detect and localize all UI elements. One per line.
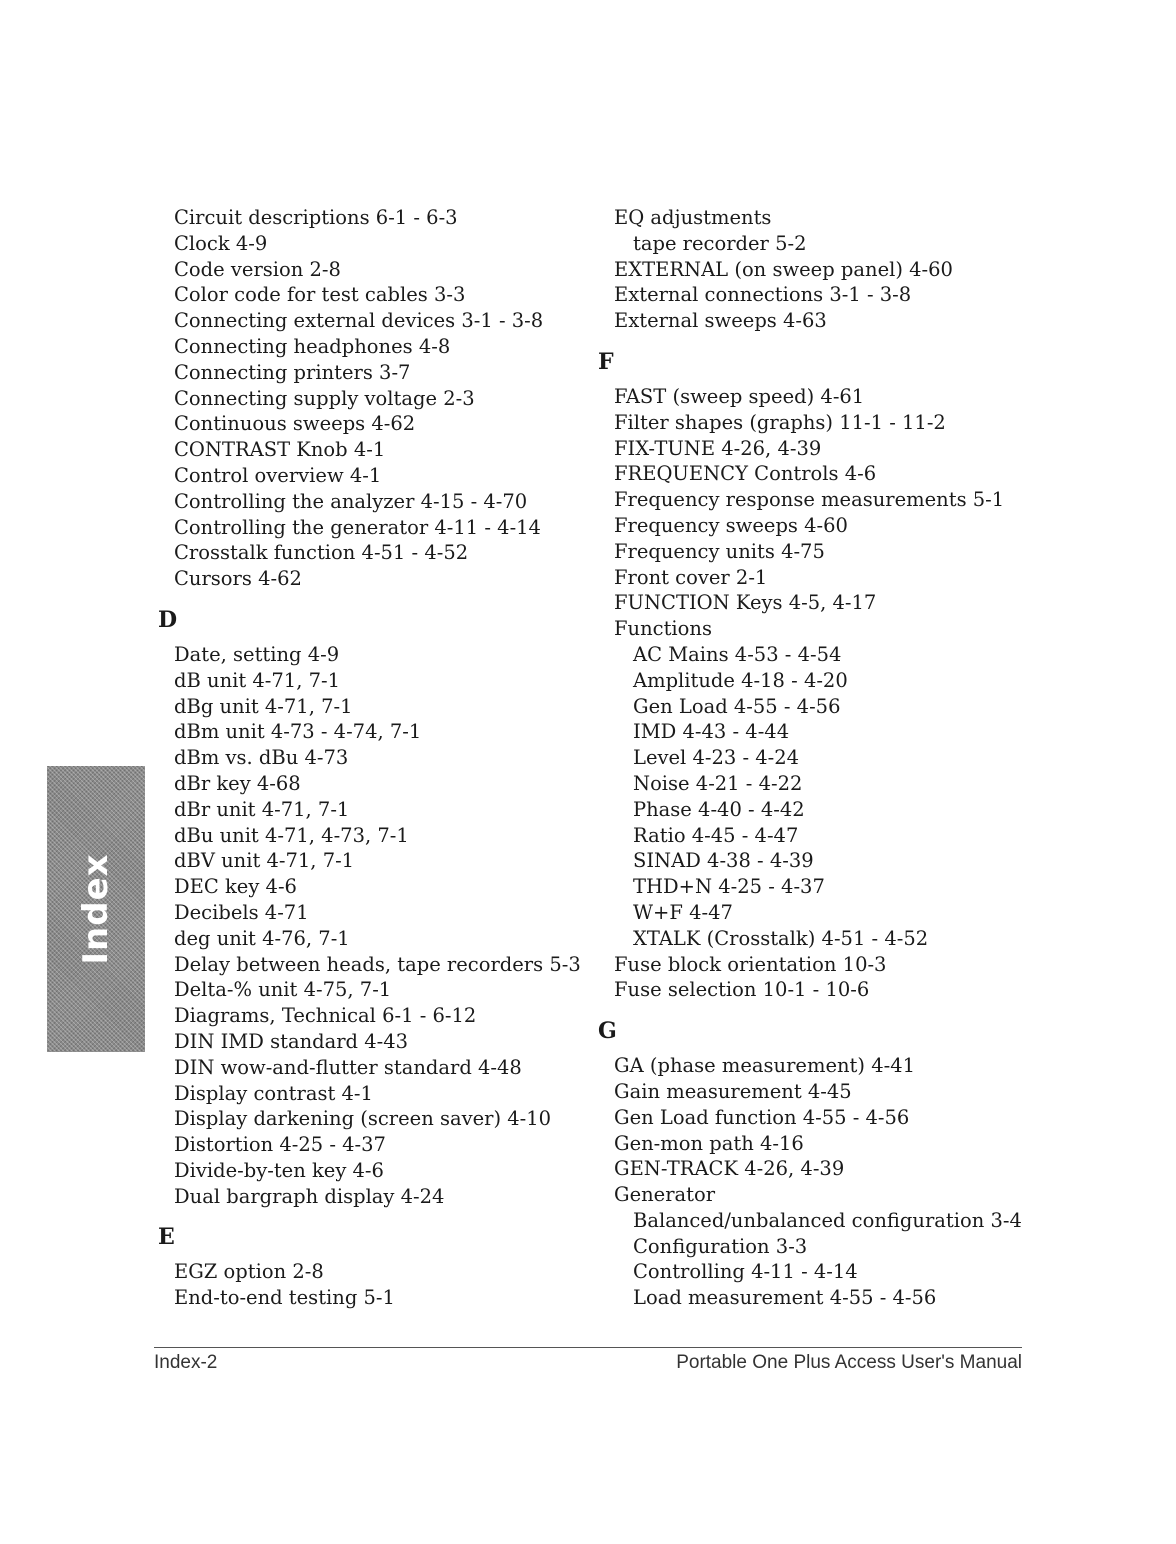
index-entry: Circuit descriptions 6-1 - 6-3	[174, 206, 458, 229]
index-entry: Delta-% unit 4-75, 7-1	[174, 978, 392, 1002]
index-entry: Display contrast 4-1	[174, 1081, 373, 1105]
index-entry: Front cover 2-1	[614, 565, 768, 589]
index-entry: DEC key 4-6	[174, 875, 297, 899]
index-subentry: Balanced/unbalanced configuration 3-4	[633, 1208, 1022, 1232]
index-entry: Distortion 4-25 - 4-37	[174, 1133, 386, 1157]
index-entry: CONTRAST Knob 4-1	[174, 438, 386, 462]
index-entry: Frequency units 4-75	[614, 539, 825, 563]
index-entry: Frequency sweeps 4-60	[614, 513, 848, 537]
index-entry: Display darkening (screen saver) 4-10	[174, 1107, 552, 1131]
index-entry: End-to-end testing 5-1	[174, 1286, 395, 1310]
index-entry: FREQUENCY Controls 4-6	[614, 462, 877, 486]
index-subentry: AC Mains 4-53 - 4-54	[633, 642, 842, 666]
index-entry: Delay between heads, tape recorders 5-3	[174, 952, 581, 976]
index-entry: External connections 3-1 - 3-8	[614, 283, 912, 307]
index-entry: DIN wow-and-flutter standard 4-48	[174, 1055, 522, 1079]
index-entry: Connecting headphones 4-8	[174, 334, 451, 358]
index-entry: EXTERNAL (on sweep panel) 4-60	[614, 257, 953, 281]
index-subentry: tape recorder 5-2	[633, 231, 807, 255]
index-entry: Diagrams, Technical 6-1 - 6-12	[174, 1004, 477, 1028]
index-entry: Generator	[614, 1183, 716, 1207]
index-entry: Fuse block orientation 10-3	[614, 952, 887, 976]
index-entry: EGZ option 2-8	[174, 1260, 324, 1284]
index-entry: Cursors 4-62	[174, 567, 302, 591]
index-entry: Controlling the generator 4-11 - 4-14	[174, 515, 541, 539]
index-entry: Clock 4-9	[174, 231, 268, 255]
index-entry: Frequency response measurements 5-1	[614, 488, 1005, 512]
index-entry: dBr unit 4-71, 7-1	[174, 797, 350, 821]
index-entry: dBm vs. dBu 4-73	[174, 746, 349, 770]
index-entry: dB unit 4-71, 7-1	[174, 668, 341, 692]
footer-manual-title: Portable One Plus Access User's Manual	[676, 1352, 1022, 1373]
index-entry: GA (phase measurement) 4-41	[614, 1054, 916, 1078]
index-entry: Connecting printers 3-7	[174, 360, 411, 384]
index-entry: dBr key 4-68	[174, 771, 301, 795]
index-subentry: XTALK (Crosstalk) 4-51 - 4-52	[633, 926, 929, 950]
index-subentry: THD+N 4-25 - 4-37	[633, 875, 825, 899]
section-letter: F	[598, 348, 614, 375]
index-entry: GEN-TRACK 4-26, 4-39	[614, 1157, 845, 1181]
index-entry: deg unit 4-76, 7-1	[174, 926, 350, 950]
index-entry: Date, setting 4-9	[174, 642, 340, 666]
index-entry: Color code for test cables 3-3	[174, 283, 466, 307]
index-entry: dBg unit 4-71, 7-1	[174, 694, 353, 718]
section-letter: D	[158, 606, 178, 633]
index-subentry: Load measurement 4-55 - 4-56	[633, 1286, 937, 1310]
index-entry: Fuse selection 10-1 - 10-6	[614, 978, 870, 1002]
index-entry: Connecting supply voltage 2-3	[174, 386, 475, 410]
index-entry: dBu unit 4-71, 4-73, 7-1	[174, 823, 409, 847]
index-subentry: Level 4-23 - 4-24	[633, 746, 800, 770]
index-entry: Controlling the analyzer 4-15 - 4-70	[174, 489, 528, 513]
index-entry: Control overview 4-1	[174, 463, 382, 487]
section-letter: E	[158, 1224, 175, 1251]
index-entry: Filter shapes (graphs) 11-1 - 11-2	[614, 410, 946, 434]
footer-page-number: Index-2	[154, 1352, 218, 1373]
index-entry: Gain measurement 4-45	[614, 1079, 852, 1103]
index-subentry: Phase 4-40 - 4-42	[633, 797, 805, 821]
index-column-right	[598, 205, 1022, 1311]
index-entry: Divide-by-ten key 4-6	[174, 1158, 384, 1182]
footer-divider	[154, 1347, 1022, 1348]
index-side-tab	[47, 766, 145, 1052]
index-entry: FAST (sweep speed) 4-61	[614, 384, 865, 408]
section-letter: G	[598, 1018, 617, 1045]
index-entry: Crosstalk function 4-51 - 4-52	[174, 541, 469, 565]
index-subentry: W+F 4-47	[633, 900, 733, 924]
index-subentry: Gen Load 4-55 - 4-56	[633, 694, 841, 718]
index-entry: dBm unit 4-73 - 4-74, 7-1	[174, 720, 422, 744]
index-subentry: IMD 4-43 - 4-44	[633, 720, 790, 744]
index-entry: Functions	[614, 617, 712, 641]
index-subentry: Configuration 3-3	[633, 1234, 808, 1258]
index-entry: FUNCTION Keys 4-5, 4-17	[614, 591, 877, 615]
index-subentry: Noise 4-21 - 4-22	[633, 771, 803, 795]
index-subentry: SINAD 4-38 - 4-39	[633, 849, 814, 873]
index-entry: Gen-mon path 4-16	[614, 1131, 804, 1155]
index-column-left	[158, 205, 584, 1311]
index-entry: External sweeps 4-63	[614, 309, 827, 333]
index-entry: Decibels 4-71	[174, 900, 309, 924]
index-entry: Dual bargraph display 4-24	[174, 1184, 445, 1208]
index-entry: Code version 2-8	[174, 257, 341, 281]
index-entry: DIN IMD standard 4-43	[174, 1029, 409, 1053]
index-entry: dBV unit 4-71, 7-1	[174, 849, 355, 873]
side-tab-label: Index	[76, 853, 116, 965]
index-subentry: Amplitude 4-18 - 4-20	[633, 668, 848, 692]
index-entry: EQ adjustments	[614, 206, 772, 229]
index-entry: Continuous sweeps 4-62	[174, 412, 416, 436]
index-subentry: Ratio 4-45 - 4-47	[633, 823, 799, 847]
index-entry: Gen Load function 4-55 - 4-56	[614, 1105, 910, 1129]
index-subentry: Controlling 4-11 - 4-14	[633, 1260, 858, 1284]
index-entry: Connecting external devices 3-1 - 3-8	[174, 309, 544, 333]
index-entry: FIX-TUNE 4-26, 4-39	[614, 436, 822, 460]
